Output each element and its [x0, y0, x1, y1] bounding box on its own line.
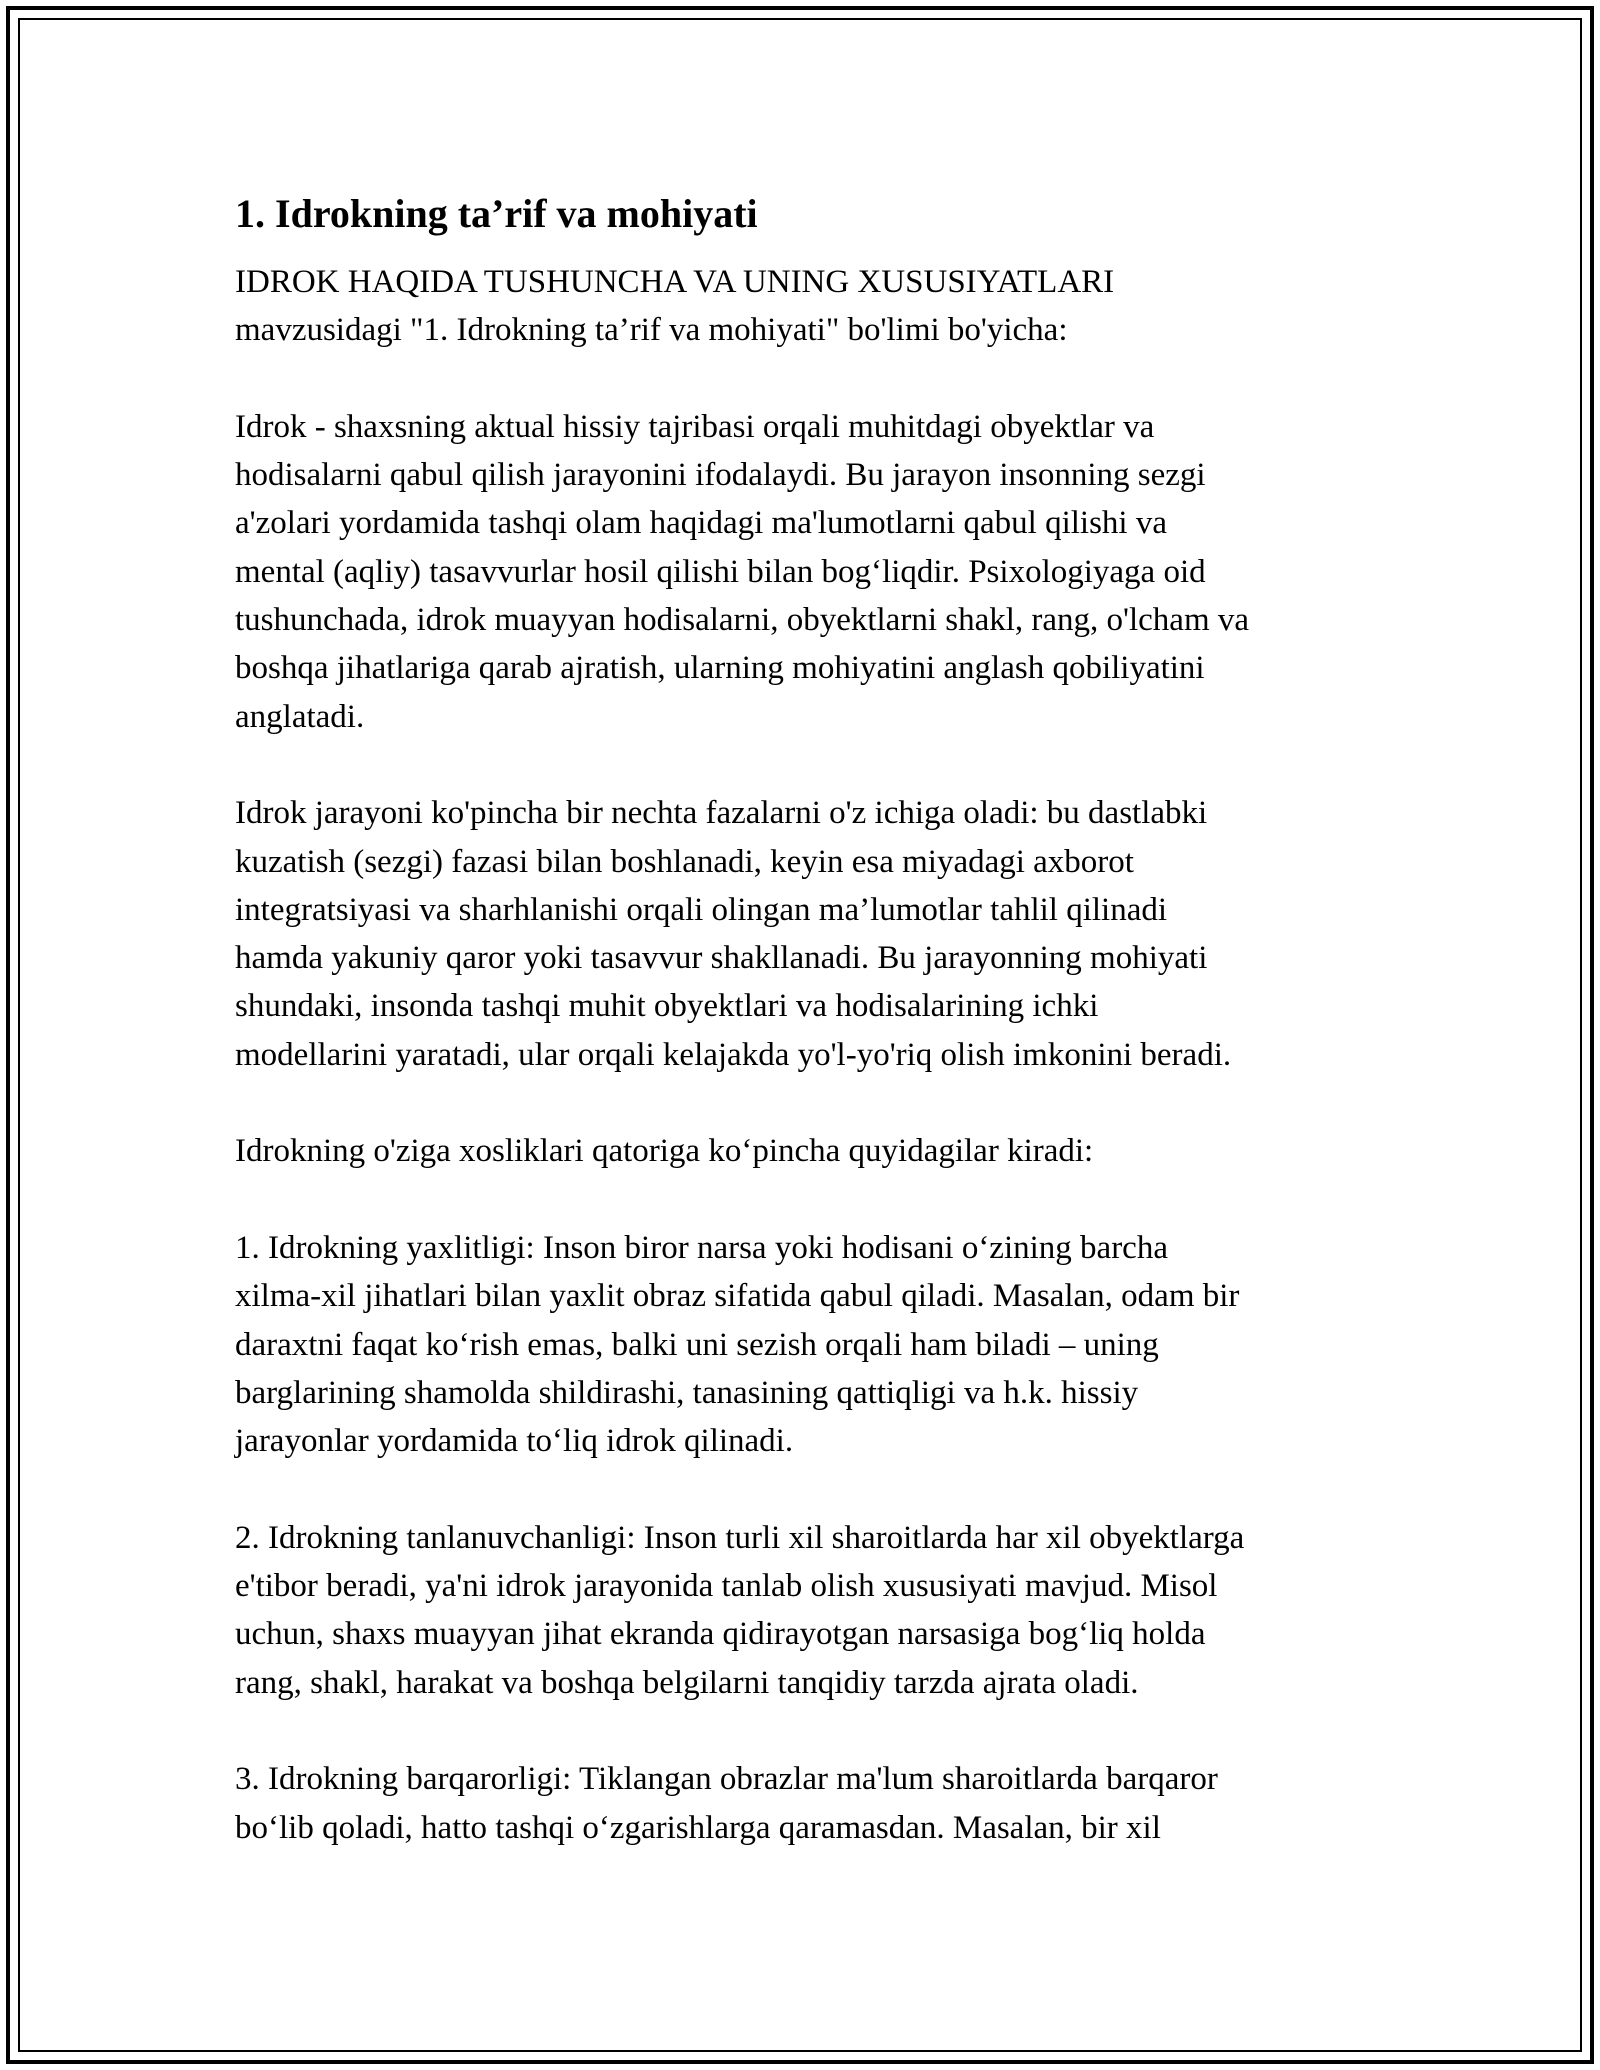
feature-wholeness-paragraph: 1. Idrokning yaxlitligi: Inson biror narsa yoki hodisani o‘zining barcha xilma-xil jihatlari bilan yaxlit obraz sifatida qabul qiladi. Masalan, odam bir daraxtni faqat ko‘rish emas, balki uni sezish orqali ham biladi – uning barglarining shamolda shildirashi, tanasining qattiqligi va h.k. hissiy jarayonlar yordamida to‘liq idrok qilinadi.	[235, 1229, 1240, 1460]
feature-stability-paragraph: 3. Idrokning barqarorligi: Tiklangan obrazlar ma'lum sharoitlarda barqaror bo‘lib qoladi, hatto tashqi o‘zgarishlarga qaramasdan. Masalan, bir xil	[235, 1761, 1218, 1846]
intro-paragraph: IDROK HAQIDA TUSHUNCHA VA UNING XUSUSIYATLARI mavzusidagi "1. Idrokning ta’rif va mohiyati" bo'limi bo'yicha:	[235, 264, 1115, 349]
section-title: 1. Idrokning ta’rif va mohiyati	[235, 191, 758, 236]
feature-selectivity-paragraph: 2. Idrokning tanlanuvchanligi: Inson turli xil sharoitlarda har xil obyektlarga e'tibor beradi, ya'ni idrok jarayonida tanlab olish xususiyati mavjud. Misol uchun, shaxs muayyan jihat ekranda qidirayotgan narsasiga bog‘liq holda rang, shakl, harakat va boshqa belgilarni tanqidiy tarzda ajrata oladi.	[235, 1519, 1245, 1701]
definition-paragraph: Idrok - shaxsning aktual hissiy tajribasi orqali muhitdagi obyektlar va hodisalarni qabul qilish jarayonini ifodalaydi. Bu jarayon insonning sezgi a'zolari yordamida tashqi olam haqidagi ma'lumotlarni qabul qilishi va mental (aqliy) tasavvurlar hosil qilishi bilan bog‘liqdir. Psixologiyaga oid tushunchada, idrok muayyan hodisalarni, obyektlarni shakl, rang, o'lcham va boshqa jihatlariga qarab ajratish, ularning mohiyatini anglash qobiliyatini anglatadi.	[235, 408, 1250, 735]
document-body	[235, 180, 1375, 1900]
process-paragraph: Idrok jarayoni ko'pincha bir nechta fazalarni o'z ichiga oladi: bu dastlabki kuzatish (sezgi) fazasi bilan boshlanadi, keyin esa miyadagi axborot integratsiyasi va sharhlanishi orqali olingan ma’lumotlar tahlil qilinadi hamda yakuniy qaror yoki tasavvur shakllanadi. Bu jarayonning mohiyati shundaki, insonda tashqi muhit obyektlari va hodisalarining ichki modellarini yaratadi, ular orqali kelajakda yo'l-yo'riq olish imkonini beradi.	[235, 795, 1232, 1073]
features-intro-paragraph: Idrokning o'ziga xosliklari qatoriga ko‘pincha quyidagilar kiradi:	[235, 1133, 1094, 1170]
